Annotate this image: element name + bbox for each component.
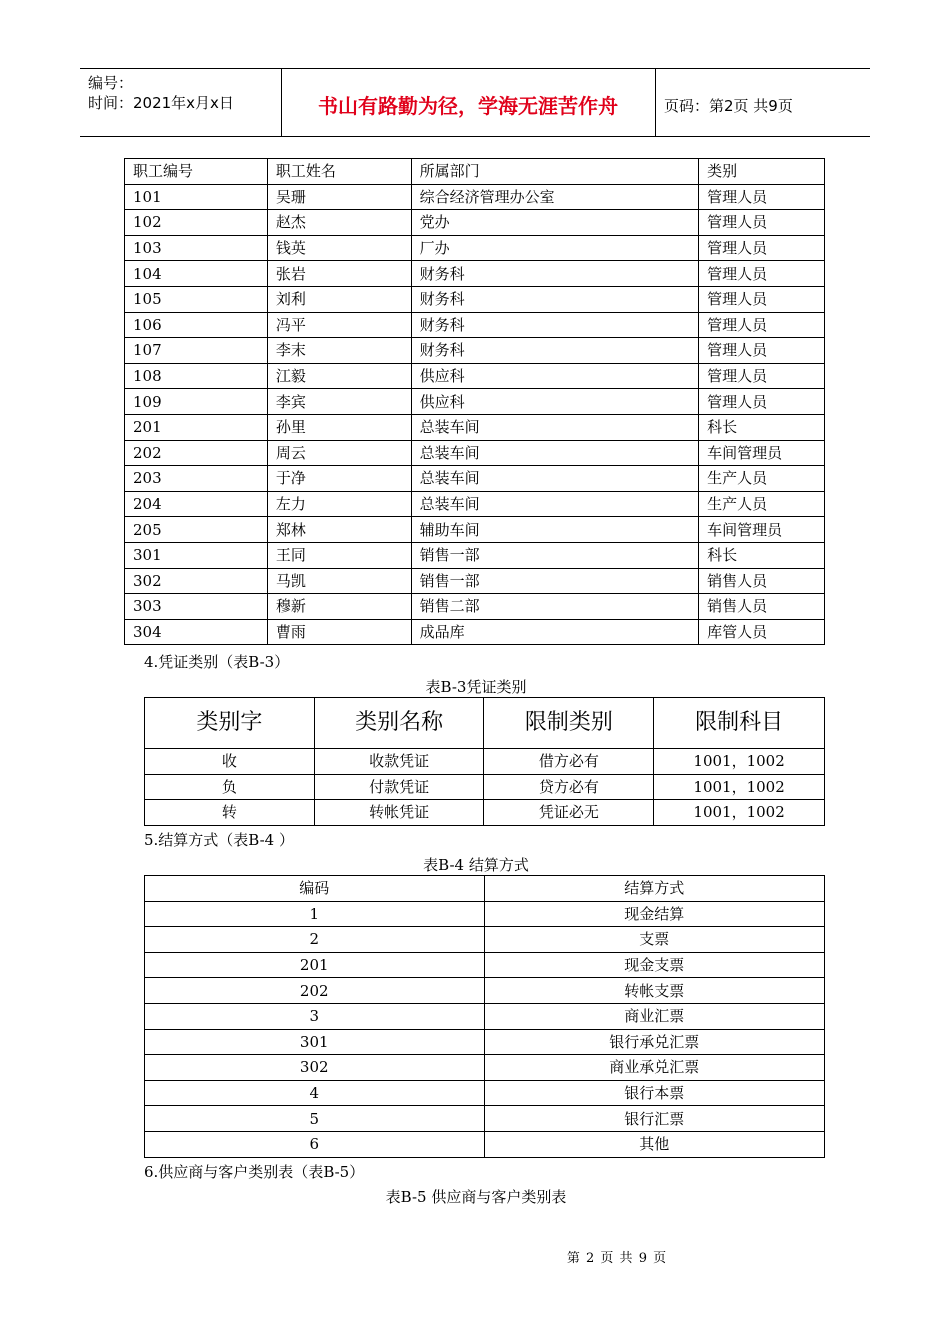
- table-cell: 总装车间: [411, 491, 699, 517]
- table-cell: 转帐凭证: [314, 800, 484, 826]
- table-cell: 销售人员: [699, 568, 825, 594]
- table-row: [145, 774, 825, 800]
- table-row: [125, 235, 825, 261]
- table-cell: 销售人员: [699, 594, 825, 620]
- table-cell: 201: [145, 952, 485, 978]
- section6-heading: 6.供应商与客户类别表（表B-5）: [144, 1163, 365, 1181]
- table-cell: 车间管理员: [699, 440, 825, 466]
- table-cell: 收: [145, 749, 315, 775]
- table-row: [125, 414, 825, 440]
- table-cell: 2: [145, 927, 485, 953]
- table-cell: 成品库: [411, 619, 699, 645]
- section5-caption: 表B-4 结算方式: [423, 856, 529, 874]
- table-cell: 银行本票: [484, 1080, 825, 1106]
- table-cell: 商业承兑汇票: [484, 1055, 825, 1081]
- header-bottom-rule: [80, 136, 870, 137]
- table-cell: 1001，1002: [654, 774, 825, 800]
- table-cell: 科长: [699, 414, 825, 440]
- table-cell: 吴珊: [267, 184, 411, 210]
- table-cell: 销售一部: [411, 542, 699, 568]
- table-cell: 301: [125, 542, 268, 568]
- table-row: [125, 542, 825, 568]
- table-cell: 王同: [267, 542, 411, 568]
- table-cell: 管理人员: [699, 235, 825, 261]
- table-row: [125, 466, 825, 492]
- table-cell: 202: [145, 978, 485, 1004]
- table-cell: 1001，1002: [654, 800, 825, 826]
- column-header: 类别字: [145, 698, 315, 749]
- table-row: [125, 184, 825, 210]
- table-cell: 管理人员: [699, 184, 825, 210]
- table-cell: 付款凭证: [314, 774, 484, 800]
- table-cell: 负: [145, 774, 315, 800]
- table-cell: 管理人员: [699, 286, 825, 312]
- table-cell: 管理人员: [699, 338, 825, 364]
- table-cell: 105: [125, 286, 268, 312]
- table-cell: 总装车间: [411, 440, 699, 466]
- table-cell: 孙里: [267, 414, 411, 440]
- table-row: [125, 517, 825, 543]
- table-row: [125, 491, 825, 517]
- settlement-method-table: [144, 875, 825, 1158]
- table-header-row: [145, 876, 825, 902]
- table-cell: 104: [125, 261, 268, 287]
- header-divider-right: [655, 68, 656, 136]
- table-cell: 管理人员: [699, 363, 825, 389]
- table-cell: 商业汇票: [484, 1003, 825, 1029]
- column-header: 限制类别: [484, 698, 654, 749]
- header-date-label: 时间：2021年x月x日: [88, 94, 234, 112]
- page-footer: 第 2 页 共 9 页: [566, 1251, 668, 1266]
- table-row: [145, 800, 825, 826]
- table-cell: 李末: [267, 338, 411, 364]
- column-header: 职工姓名: [267, 159, 411, 185]
- table-cell: 304: [125, 619, 268, 645]
- table-cell: 302: [145, 1055, 485, 1081]
- table-cell: 1: [145, 901, 485, 927]
- table-cell: 银行汇票: [484, 1106, 825, 1132]
- table-cell: 生产人员: [699, 466, 825, 492]
- table-cell: 科长: [699, 542, 825, 568]
- header-motto: 书山有路勤为径，学海无涯苦作舟: [318, 94, 618, 118]
- staff-table: [124, 158, 825, 645]
- table-row: [145, 1106, 825, 1132]
- table-cell: 于净: [267, 466, 411, 492]
- table-cell: 管理人员: [699, 261, 825, 287]
- table-cell: 党办: [411, 210, 699, 236]
- table-row: [125, 312, 825, 338]
- table-cell: 5: [145, 1106, 485, 1132]
- table-cell: 赵杰: [267, 210, 411, 236]
- table-cell: 辅助车间: [411, 517, 699, 543]
- table-cell: 205: [125, 517, 268, 543]
- table-cell: 供应科: [411, 363, 699, 389]
- table-cell: 冯平: [267, 312, 411, 338]
- table-row: [145, 749, 825, 775]
- table-row: [145, 952, 825, 978]
- table-row: [125, 338, 825, 364]
- section4-heading: 4.凭证类别（表B-3）: [144, 653, 290, 671]
- table-cell: 107: [125, 338, 268, 364]
- table-header-row: [145, 698, 825, 749]
- table-cell: 管理人员: [699, 389, 825, 415]
- table-row: [145, 1003, 825, 1029]
- table-row: [125, 594, 825, 620]
- table-cell: 销售二部: [411, 594, 699, 620]
- table-cell: 303: [125, 594, 268, 620]
- table-row: [145, 1055, 825, 1081]
- table-header-row: [125, 159, 825, 185]
- table-cell: 管理人员: [699, 210, 825, 236]
- column-header: 所属部门: [411, 159, 699, 185]
- section4-caption: 表B-3凭证类别: [425, 678, 527, 696]
- table-row: [145, 927, 825, 953]
- table-cell: 1001，1002: [654, 749, 825, 775]
- table-cell: 109: [125, 389, 268, 415]
- table-row: [145, 901, 825, 927]
- table-cell: 张岩: [267, 261, 411, 287]
- table-cell: 周云: [267, 440, 411, 466]
- table-cell: 203: [125, 466, 268, 492]
- column-header: 限制科目: [654, 698, 825, 749]
- table-cell: 财务科: [411, 261, 699, 287]
- table-row: [145, 1131, 825, 1157]
- table-cell: 301: [145, 1029, 485, 1055]
- table-row: [125, 261, 825, 287]
- table-cell: 现金支票: [484, 952, 825, 978]
- header-page-label: 页码：第2页 共9页: [664, 97, 793, 115]
- table-cell: 204: [125, 491, 268, 517]
- column-header: 职工编号: [125, 159, 268, 185]
- table-cell: 财务科: [411, 338, 699, 364]
- table-cell: 财务科: [411, 286, 699, 312]
- table-cell: 103: [125, 235, 268, 261]
- table-cell: 供应科: [411, 389, 699, 415]
- column-header: 编码: [145, 876, 485, 902]
- table-cell: 曹雨: [267, 619, 411, 645]
- column-header: 类别: [699, 159, 825, 185]
- table-row: [145, 1029, 825, 1055]
- table-cell: 108: [125, 363, 268, 389]
- table-cell: 102: [125, 210, 268, 236]
- column-header: 结算方式: [484, 876, 825, 902]
- table-cell: 销售一部: [411, 568, 699, 594]
- table-cell: 202: [125, 440, 268, 466]
- header-number-label: 编号：: [88, 74, 134, 92]
- table-cell: 借方必有: [484, 749, 654, 775]
- table-cell: 车间管理员: [699, 517, 825, 543]
- table-cell: 凭证必无: [484, 800, 654, 826]
- table-cell: 支票: [484, 927, 825, 953]
- table-cell: 财务科: [411, 312, 699, 338]
- table-cell: 郑林: [267, 517, 411, 543]
- table-cell: 3: [145, 1003, 485, 1029]
- table-cell: 转帐支票: [484, 978, 825, 1004]
- table-cell: 106: [125, 312, 268, 338]
- table-row: [125, 568, 825, 594]
- table-cell: 302: [125, 568, 268, 594]
- table-row: [125, 440, 825, 466]
- table-cell: 总装车间: [411, 414, 699, 440]
- column-header: 类别名称: [314, 698, 484, 749]
- table-cell: 库管人员: [699, 619, 825, 645]
- table-cell: 现金结算: [484, 901, 825, 927]
- table-cell: 管理人员: [699, 312, 825, 338]
- table-cell: 李宾: [267, 389, 411, 415]
- table-row: [125, 210, 825, 236]
- table-cell: 转: [145, 800, 315, 826]
- section5-heading: 5.结算方式（表B-4 ）: [144, 831, 294, 849]
- table-cell: 4: [145, 1080, 485, 1106]
- table-cell: 江毅: [267, 363, 411, 389]
- table-cell: 贷方必有: [484, 774, 654, 800]
- table-cell: 综合经济管理办公室: [411, 184, 699, 210]
- table-cell: 穆新: [267, 594, 411, 620]
- table-cell: 总装车间: [411, 466, 699, 492]
- table-row: [125, 389, 825, 415]
- table-cell: 6: [145, 1131, 485, 1157]
- table-cell: 银行承兑汇票: [484, 1029, 825, 1055]
- table-cell: 马凯: [267, 568, 411, 594]
- table-cell: 生产人员: [699, 491, 825, 517]
- table-row: [125, 363, 825, 389]
- table-cell: 钱英: [267, 235, 411, 261]
- section6-caption: 表B-5 供应商与客户类别表: [385, 1188, 567, 1206]
- table-row: [125, 286, 825, 312]
- table-cell: 收款凭证: [314, 749, 484, 775]
- table-row: [145, 978, 825, 1004]
- table-cell: 101: [125, 184, 268, 210]
- table-cell: 刘利: [267, 286, 411, 312]
- header-top-rule: [80, 68, 870, 69]
- table-cell: 201: [125, 414, 268, 440]
- table-row: [125, 619, 825, 645]
- table-cell: 厂办: [411, 235, 699, 261]
- voucher-type-table: [144, 697, 825, 826]
- table-cell: 其他: [484, 1131, 825, 1157]
- table-row: [145, 1080, 825, 1106]
- table-cell: 左力: [267, 491, 411, 517]
